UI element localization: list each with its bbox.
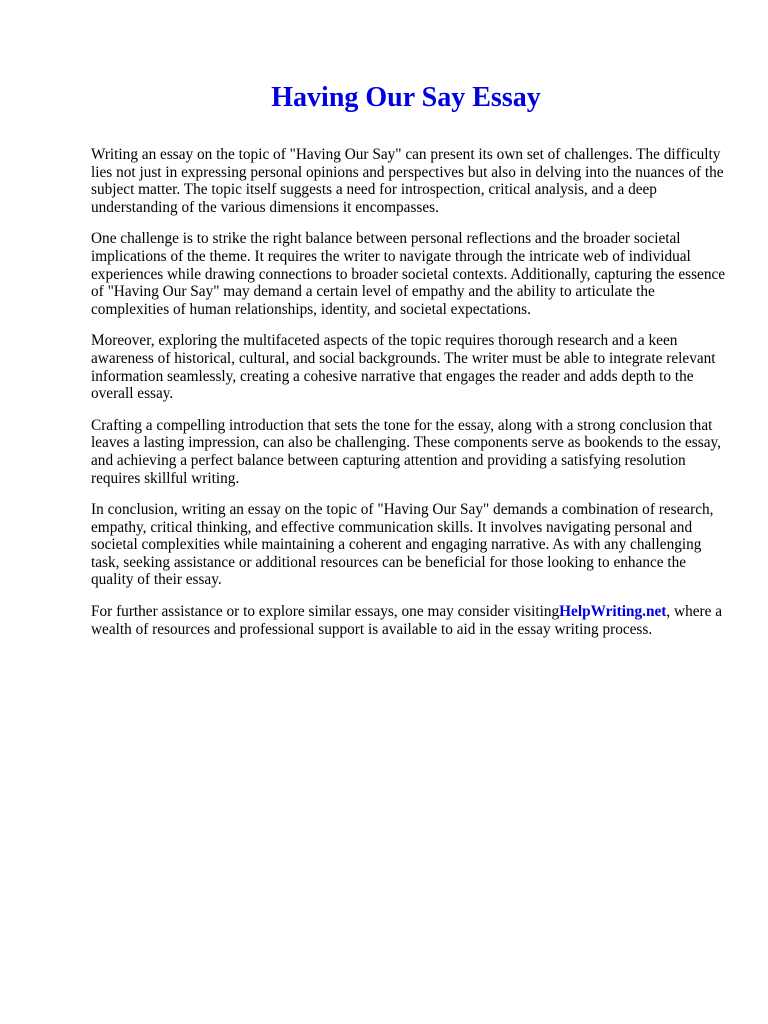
paragraph-2: One challenge is to strike the right balance between personal reflections and the broader societal implications of the theme. It requires the writer to navigate through the intricate web of individual experiences while drawing connections to broader societal contexts. Additionally, capturing the essence of "Having Our Say" may demand a certain level of empathy and the ability to articulate the complexities of human relationships, identity, and societal expectations. (91, 230, 726, 318)
essay-body (91, 146, 731, 652)
paragraph-4: Crafting a compelling introduction that sets the tone for the essay, along with a strong conclusion that leaves a lasting impression, can also be challenging. These components serve as bookends to the essay, and achieving a perfect balance between capturing attention and providing a satisfying resolution requires skillful writing. (91, 416, 721, 487)
page-title: Having Our Say Essay (271, 82, 541, 113)
paragraph-3: Moreover, exploring the multifaceted aspects of the topic requires thorough research and a keen awareness of historical, cultural, and social backgrounds. The writer must be able to integrate relevant information seamlessly, creating a cohesive narrative that engages the reader and adds depth to the overall essay. (91, 332, 716, 403)
closing-paragraph (91, 603, 731, 638)
paragraph-5: In conclusion, writing an essay on the topic of "Having Our Say" demands a combination of research, empathy, critical thinking, and effective communication skills. It involves navigating personal and societal complexities while maintaining a coherent and engaging narrative. As with any challenging task, seeking assistance or additional resources can be beneficial for those looking to enhance the quality of their essay. (91, 501, 714, 589)
closing-text-after-link: , where a wealth of resources and professional support is available to aid in the essay writing process. (91, 603, 723, 638)
closing-text-before-link: For further assistance or to explore similar essays, one may consider visiting (91, 603, 560, 621)
paragraph-1: Writing an essay on the topic of "Having Our Say" can present its own set of challenges. The difficulty lies not just in expressing personal opinions and perspectives but also in delving into the nuances of the subject matter. The topic itself suggests a need for introspection, critical analysis, and a deep understanding of the various dimensions it encompasses. (91, 146, 724, 216)
helpwriting-link[interactable]: HelpWriting.net (559, 603, 667, 621)
